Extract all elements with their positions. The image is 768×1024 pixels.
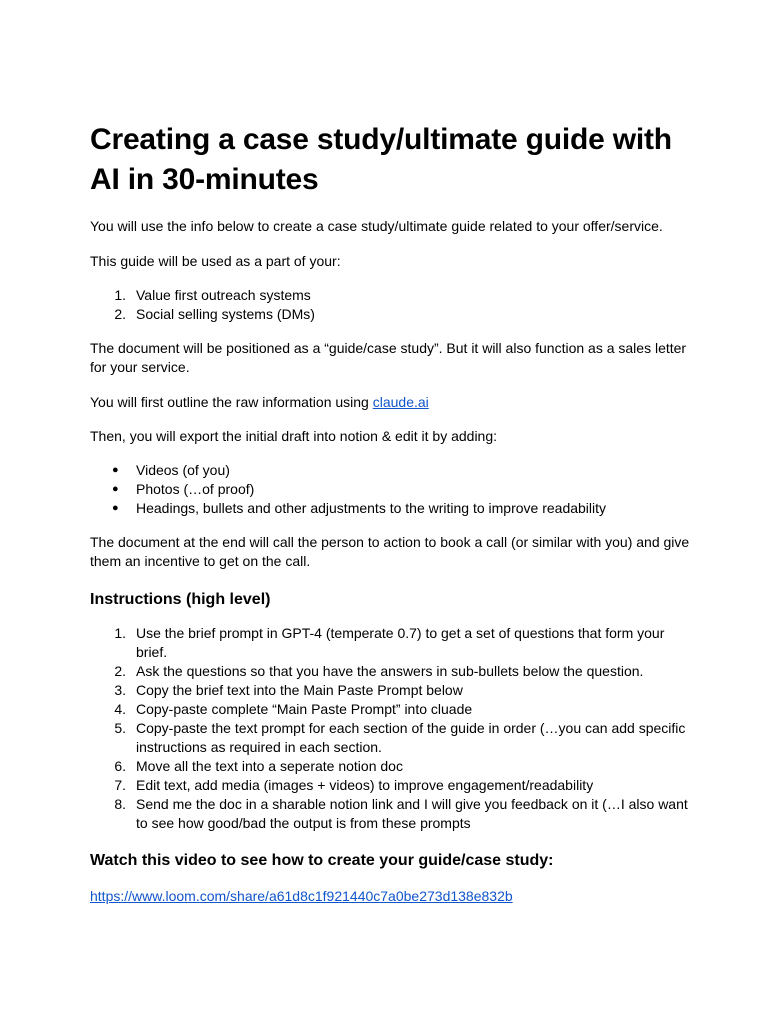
list-item: 5. Copy-paste the text prompt for each section of the guide in order (…you can add specific instructions as required in each section.	[114, 720, 686, 755]
bullet-icon: ●	[112, 464, 119, 476]
instructions-heading: Instructions (high level)	[90, 591, 271, 608]
list-item: 1. Use the brief prompt in GPT-4 (temperate 0.7) to get a set of questions that form your brief.	[114, 625, 665, 660]
bullet-icon: ●	[112, 502, 119, 514]
list-item: ● Photos (…of proof)	[112, 481, 255, 497]
claude-link[interactable]: claude.ai	[372, 394, 429, 410]
video-heading: Watch this video to see how to create your guide/case study:	[90, 852, 554, 869]
list-item: 2. Social selling systems (DMs)	[114, 306, 315, 322]
list-item: ● Headings, bullets and other adjustments to the writing to improve readability	[112, 500, 607, 516]
page-title: Creating a case study/ultimate guide with AI in 30-minutes	[90, 123, 672, 196]
export-list	[90, 461, 690, 518]
loom-video-link[interactable]: https://www.loom.com/share/a61d8c1f921440c7a0be273d138e832b	[90, 888, 513, 904]
outline-paragraph: You will first outline the raw information using claude.ai	[90, 394, 429, 410]
intro-paragraph: You will use the info below to create a case study/ultimate guide related to your offer/service.	[90, 218, 663, 234]
video-link-paragraph	[90, 887, 690, 906]
list-item: 6. Move all the text into a seperate notion doc	[114, 758, 403, 774]
cta-paragraph: The document at the end will call the person to action to book a call (or similar with you) and give them an incentive to get on the call.	[90, 534, 690, 569]
list-item: 3. Copy the brief text into the Main Paste Prompt below	[114, 682, 463, 698]
positioning-paragraph: The document will be positioned as a “guide/case study”. But it will also function as a sales letter for your service.	[90, 340, 687, 375]
list-item: 4. Copy-paste complete “Main Paste Prompt” into cluade	[114, 701, 473, 717]
list-item: 2. Ask the questions so that you have the answers in sub-bullets below the question.	[114, 663, 644, 679]
instructions-list	[90, 624, 690, 833]
list-item: ● Videos (of you)	[112, 462, 230, 478]
usage-list	[90, 286, 690, 324]
bullet-icon: ●	[112, 483, 119, 495]
list-item: 7. Edit text, add media (images + videos) to improve engagement/readability	[114, 777, 594, 793]
list-item: 8. Send me the doc in a sharable notion link and I will give you feedback on it (…I also want to see how good/bad the output is from these prompts	[114, 796, 688, 831]
export-lead-paragraph: Then, you will export the initial draft into notion & edit it by adding:	[90, 428, 498, 444]
usage-lead-paragraph: This guide will be used as a part of your:	[90, 253, 341, 269]
list-item: 1. Value first outreach systems	[114, 287, 311, 303]
document-page	[90, 120, 690, 906]
